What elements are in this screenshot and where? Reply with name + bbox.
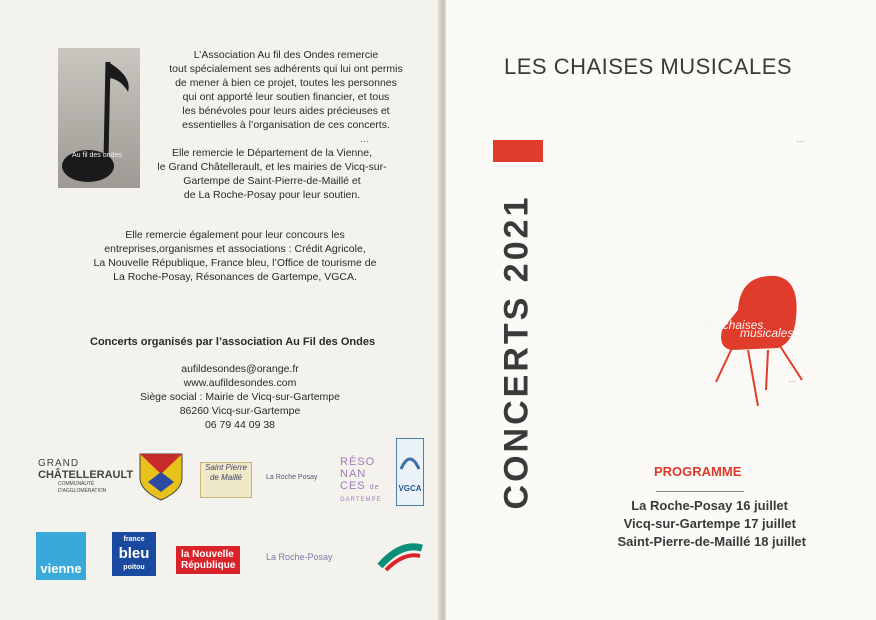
- vienne-department-logo: vienne: [36, 532, 86, 580]
- logo-text: République: [181, 560, 236, 571]
- text-line: Elle remercie également pour leur concours les: [125, 229, 345, 241]
- note-logo-label: Au fil des ondes: [72, 152, 122, 159]
- text-line: Gartempe de Saint-Pierre-de-Maillé et: [183, 175, 361, 187]
- contact-block: [110, 362, 370, 432]
- ellipsis: ...: [360, 133, 369, 145]
- text-line: de mener à bien ce projet, toutes les personnes: [175, 77, 397, 89]
- text-line: Elle remercie le Département de la Vienne,: [172, 147, 372, 159]
- vgca-logo: [396, 438, 424, 506]
- vertical-title: CONCERTS 2021: [497, 194, 536, 510]
- contact-website[interactable]: www.aufildesondes.com: [183, 377, 297, 389]
- credit-agricole-label: [386, 554, 387, 555]
- contact-city: 86260 Vicq-sur-Gartempe: [179, 405, 301, 417]
- programme-item: Saint-Pierre-de-Maillé 18 juillet: [617, 534, 806, 549]
- programme-list: [590, 497, 806, 551]
- contact-email[interactable]: aufildesondes@orange.fr: [181, 363, 299, 375]
- saint-pierre-logo: Saint Pierre de Maillé: [200, 462, 252, 498]
- logo-text: COMMUNAUTÉ D'AGGLOMÉRATION: [58, 481, 107, 494]
- logo-text: poitou: [123, 564, 145, 571]
- credit-agricole-icon: [376, 538, 426, 574]
- canoe-icon: [397, 439, 423, 479]
- au-fil-des-ondes-logo: [58, 48, 140, 188]
- logo-text: CHÂTELLERAULT: [38, 469, 134, 481]
- programme-item: La Roche-Posay 16 juillet: [631, 498, 788, 513]
- programme-title: PROGRAMME: [654, 464, 742, 479]
- logo-text: CES: [340, 480, 366, 492]
- logo-text: VGCA: [398, 484, 422, 493]
- dots-2: ...: [788, 374, 797, 385]
- grand-chatellerault-logo: [38, 458, 133, 495]
- contact-address: Siège social : Mairie de Vicq-sur-Gartempe: [140, 391, 340, 403]
- logo-text: GARTEMPE: [340, 497, 382, 503]
- text-line: entreprises,organismes et associations : Crédit Agricole,: [104, 243, 366, 255]
- logo-text: bleu: [118, 545, 150, 562]
- programme-item: Vicq-sur-Gartempe 17 juillet: [623, 516, 796, 531]
- vienne-coat-of-arms-icon: [138, 452, 184, 502]
- thanks-paragraph-2: [142, 146, 402, 202]
- dots: ...: [796, 134, 805, 145]
- contact-phone: 06 79 44 09 38: [204, 419, 276, 431]
- logo-text: GRAND: [38, 458, 80, 469]
- resonances-logo: [340, 456, 382, 506]
- logo-text: de: [369, 484, 380, 491]
- roche-posay-logo-2: La Roche-Posay: [266, 552, 333, 562]
- logo-text: france: [123, 536, 145, 543]
- text-line: de La Roche-Posay pour leur soutien.: [183, 189, 361, 201]
- organised-by: Concerts organisés par l’association Au Fil des Ondes: [90, 336, 376, 348]
- logo-text: la Nouvelle: [181, 549, 234, 560]
- text-line: tout spécialement ses adhérents qui lui ont permis: [169, 63, 403, 75]
- text-line: La Roche-Posay, Résonances de Gartempe, VGCA.: [113, 271, 357, 283]
- thanks-paragraph-3: [60, 228, 410, 284]
- music-note-icon: [58, 48, 140, 188]
- text-line: essentielles à l’organisation de ces concerts.: [182, 119, 390, 131]
- text-line: le Grand Châtellerault, et les mairies de Vicq-sur-: [157, 161, 387, 173]
- chair-caption-2: musicales: [740, 326, 794, 340]
- red-accent-bar: [493, 140, 543, 162]
- text-line: les bénévoles pour leurs aides précieuses et: [182, 105, 390, 117]
- red-chair-icon: [708, 270, 808, 410]
- france-bleu-logo: [112, 532, 156, 576]
- roche-posay-logo: La Roche Posay: [266, 474, 318, 481]
- text-line: La Nouvelle République, France bleu, l’Office de tourisme de: [93, 257, 377, 269]
- logo-text: NAN: [340, 468, 367, 480]
- programme-divider: [656, 491, 744, 492]
- brochure-title: LES CHAISES MUSICALES: [504, 54, 793, 79]
- chair-caption-1: les chaises: [704, 318, 764, 332]
- logo-text: RÉSO: [340, 456, 376, 468]
- text-line: L’Association Au fil des Ondes remercie: [193, 49, 379, 61]
- text-line: qui ont apporté leur soutien financier, et tous: [182, 91, 390, 103]
- thanks-paragraph-1: [152, 48, 420, 132]
- nouvelle-republique-logo: [176, 546, 240, 574]
